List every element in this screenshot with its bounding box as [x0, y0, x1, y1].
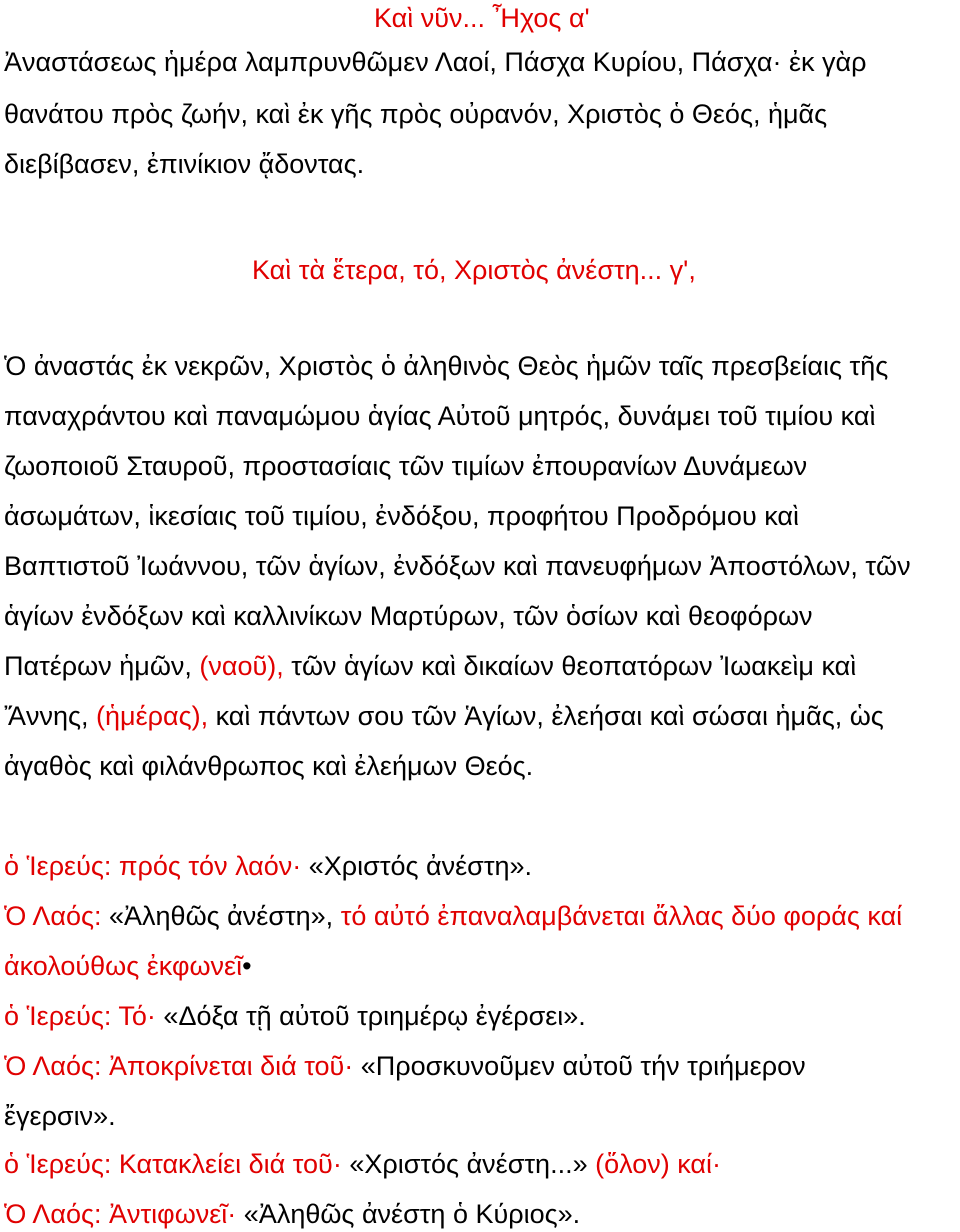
rubric-instruction: τό αὐτό ἐπαναλαμβάνεται ἄλλας δύο φοράς καί — [333, 901, 903, 931]
heading-kai-nyn: Καὶ νῦν... Ἦχος α' — [374, 3, 590, 33]
dismissal-line-6: ἁγίων ἐνδόξων καὶ καλλινίκων Μαρτύρων, τῶν ὁσίων καὶ θεοφόρων — [4, 601, 813, 631]
rubric-naou: (ναοῦ), — [199, 651, 284, 681]
dismissal-text: Ἄννης, — [4, 701, 96, 731]
response-people-2-cont: ἔγερσιν». — [4, 1101, 116, 1131]
dismissal-text: καὶ πάντων σου τῶν Ἁγίων, ἐλεήσαι καὶ σώσαι ἡμᾶς, ὡς — [208, 701, 884, 731]
rubric-instruction: ἀκολούθως ἐκφωνεῖ — [4, 951, 243, 981]
dismissal-text: Πατέρων ἡμῶν, — [4, 651, 200, 681]
response-text: «Ἀληθῶς ἀνέστη», — [101, 901, 334, 931]
response-people-3 — [4, 1196, 580, 1232]
rubric-instruction: (ὅλον) καί· — [587, 1149, 721, 1179]
dismissal-line-9: ἀγαθὸς καὶ φιλάνθρωπος καὶ ἐλεήμων Θεός. — [4, 751, 534, 781]
rubric-label: Ὁ Λαός: Ἀντιφωνεῖ· — [4, 1199, 237, 1229]
dismissal-text: τῶν ἁγίων καὶ δικαίων θεοπατόρων Ἰωακεὶμ καὶ — [283, 651, 857, 681]
rubric-imeras: (ἡμέρας), — [96, 701, 209, 731]
rubric-label: ὁ Ἱερεύς: Κατακλείει διά τοῦ· — [4, 1149, 342, 1179]
dismissal-line-8 — [4, 698, 884, 734]
response-priest-1 — [4, 848, 532, 884]
dismissal-line-5: Βαπτιστοῦ Ἰωάννου, τῶν ἁγίων, ἐνδόξων καὶ πανευφήμων Ἀποστόλων, τῶν — [4, 551, 911, 581]
response-people-1-cont — [4, 948, 252, 984]
dismissal-line-2: παναχράντου καὶ παναμώμου ἁγίας Αὐτοῦ μητρός, δυνάμει τοῦ τιμίου καὶ — [4, 401, 876, 431]
dismissal-line-4: ἀσωμάτων, ἱκεσίαις τοῦ τιμίου, ἐνδόξου, προφήτου Προδρόμου καὶ — [4, 501, 799, 531]
response-text: «Χριστός ἀνέστη». — [301, 851, 533, 881]
rubric-label: Ὁ Λαός: — [4, 901, 102, 931]
response-text: «Χριστός ἀνέστη...» — [341, 1149, 588, 1179]
rubric-label: ὁ Ἱερεύς: πρός τόν λαόν· — [4, 851, 302, 881]
bullet-mark: • — [242, 951, 252, 981]
hymn-line-3: διεβίβασεν, ἐπινίκιον ᾄδοντας. — [4, 149, 365, 179]
response-priest-2 — [4, 998, 586, 1034]
rubric-label: Ὁ Λαός: Ἀποκρίνεται διά τοῦ· — [4, 1051, 354, 1081]
response-priest-3 — [4, 1146, 721, 1182]
rubric-label: ὁ Ἱερεύς: Τό· — [4, 1001, 156, 1031]
response-text: «Δόξα τῇ αὐτοῦ τριημέρῳ ἐγέρσει». — [155, 1001, 586, 1031]
response-text: «Προσκυνοῦμεν αὐτοῦ τήν τριήμερον — [353, 1051, 806, 1081]
heading-christos-anesti: Καὶ τὰ ἕτερα, τό, Χριστὸς ἀνέστη... γ', — [252, 255, 696, 285]
response-people-1 — [4, 898, 902, 934]
dismissal-line-1: Ὁ ἀναστάς ἐκ νεκρῶν, Χριστὸς ὁ ἀληθινὸς Θεὸς ἡμῶν ταῖς πρεσβείαις τῆς — [4, 351, 889, 381]
hymn-line-1: Ἀναστάσεως ἡμέρα λαμπρυνθῶμεν Λαοί, Πάσχα Κυρίου, Πάσχα· ἐκ γὰρ — [4, 47, 867, 77]
hymn-line-2: θανάτου πρὸς ζωήν, καὶ ἐκ γῆς πρὸς οὐρανόν, Χριστὸς ὁ Θεός, ἡμᾶς — [4, 99, 828, 129]
response-people-2 — [4, 1048, 806, 1084]
dismissal-line-3: ζωοποιοῦ Σταυροῦ, προστασίαις τῶν τιμίων ἐπουρανίων Δυνάμεων — [4, 451, 808, 481]
response-text: «Ἀληθῶς ἀνέστη ὁ Κύριος». — [236, 1199, 581, 1229]
dismissal-line-7 — [4, 648, 856, 684]
